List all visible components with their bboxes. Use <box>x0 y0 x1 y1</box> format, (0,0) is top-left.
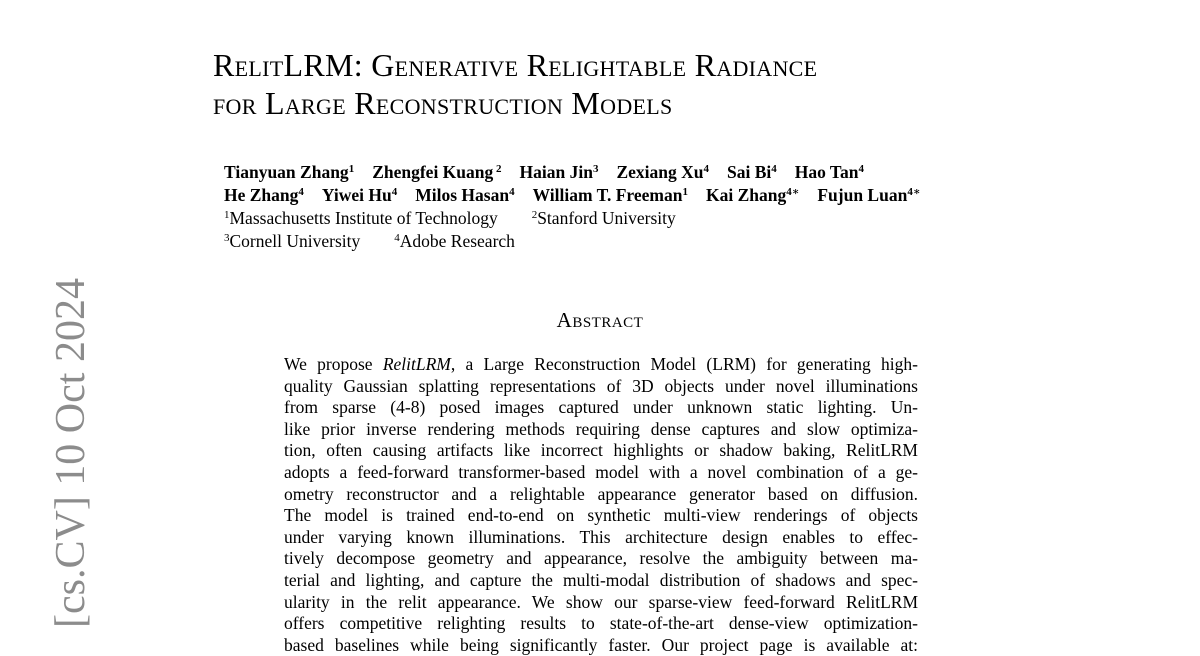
author-affiliation-mark: 2 <box>493 163 502 175</box>
author-name: Kai Zhang <box>705 185 787 205</box>
author-name: He Zhang <box>224 185 299 205</box>
abstract-heading: Abstract <box>556 308 644 332</box>
author <box>415 185 514 205</box>
model-name-emphasis: RelitLRM <box>382 354 451 374</box>
author-name: Zexiang Xu <box>616 162 704 182</box>
abstract-line <box>284 484 918 506</box>
title-line-1: RelitLRM: Generative Relightable Radiance <box>213 47 818 83</box>
author-list <box>224 161 1124 207</box>
author-affiliation-mark: 4∗ <box>907 186 921 198</box>
arxiv-side-stamp: [cs.CV] 10 Oct 2024 <box>48 278 94 628</box>
abstract-line <box>284 635 918 656</box>
affiliation-row-2 <box>224 230 710 253</box>
author-name: Fujun Luan <box>817 185 908 205</box>
author-affiliation-mark: 4 <box>391 186 398 198</box>
abstract-line <box>284 592 918 614</box>
abstract-line <box>284 527 918 549</box>
abstract-line <box>284 419 918 441</box>
abstract-line <box>284 354 918 376</box>
affiliation <box>394 231 515 251</box>
author-affiliation-mark: 1 <box>348 163 355 175</box>
author-affiliation-mark: 4 <box>858 163 864 175</box>
affiliation-list <box>224 207 710 253</box>
affiliation <box>532 208 676 228</box>
author-row-2 <box>224 184 1124 207</box>
affiliation-mark: 1 <box>224 209 230 221</box>
author-affiliation-mark: 4 <box>509 186 515 198</box>
author <box>616 162 709 182</box>
author-name: Yiwei Hu <box>321 185 392 205</box>
affiliation-mark: 3 <box>224 232 230 244</box>
author <box>727 162 777 182</box>
paper-title <box>213 46 1093 122</box>
author-affiliation-mark: 4 <box>703 163 709 175</box>
author-name: Haian Jin <box>519 162 593 182</box>
abstract-text: from sparse (4-8) posed images captured under unknown static lighting. Un- <box>284 397 918 418</box>
abstract-text: tion, often causing artifacts like incorrect highlights or shadow baking, RelitLRM <box>284 440 918 461</box>
affiliation-name: Stanford University <box>537 208 676 228</box>
affiliation-row-1 <box>224 207 710 230</box>
author-name: Zhengfei Kuang <box>372 162 494 182</box>
abstract-line <box>284 440 918 462</box>
author-affiliation-mark: 4∗ <box>786 186 800 198</box>
affiliation-mark: 2 <box>531 209 538 221</box>
affiliation <box>224 208 498 228</box>
author-name: Milos Hasan <box>415 185 510 205</box>
abstract-text: based baselines while being significantly faster. Our project page is available at: <box>284 634 918 655</box>
abstract-text: tively decompose geometry and appearance, resolve the ambiguity between ma- <box>284 548 918 569</box>
abstract-line <box>284 397 918 419</box>
author <box>224 162 354 182</box>
author-affiliation-mark: 4 <box>298 186 304 198</box>
abstract-text: ularity in the relit appearance. We show our sparse-view feed-forward RelitLRM <box>284 591 918 612</box>
author <box>795 162 864 182</box>
affiliation-name: Cornell University <box>229 231 361 251</box>
author-affiliation-mark: 1 <box>682 186 688 198</box>
abstract-text: under varying known illuminations. This architecture design enables to effec- <box>284 526 918 547</box>
author-row-1 <box>224 161 1124 184</box>
abstract-line <box>284 613 918 635</box>
abstract-text: offers competitive relighting results to state-of-the-art dense-view optimization- <box>284 613 918 634</box>
abstract-line <box>284 548 918 570</box>
author <box>817 185 920 205</box>
author-name: Sai Bi <box>726 162 772 182</box>
abstract-body <box>284 354 918 656</box>
abstract-line <box>284 376 918 398</box>
author-affiliation-mark: 3 <box>592 163 599 175</box>
abstract-text: The model is trained end-to-end on synthetic multi-view renderings of objects <box>284 505 918 526</box>
affiliation <box>224 231 360 251</box>
affiliation-mark: 4 <box>394 232 400 244</box>
abstract-text: like prior inverse rendering methods requiring dense captures and slow optimiza- <box>284 418 918 439</box>
affiliation-name: Adobe Research <box>399 231 515 251</box>
abstract-text: We propose <box>284 354 383 374</box>
author <box>322 185 397 205</box>
abstract-text: quality Gaussian splatting representations of 3D objects under novel illuminations <box>284 375 918 396</box>
abstract-line <box>284 462 918 484</box>
author-name: Hao Tan <box>794 162 859 182</box>
author <box>372 162 501 182</box>
author <box>533 185 688 205</box>
author-name: Tianyuan Zhang <box>224 162 349 182</box>
abstract-text: terial and lighting, and capture the multi-modal distribution of shadows and spec- <box>284 569 918 590</box>
author <box>520 162 599 182</box>
abstract-text: ometry reconstructor and a relightable appearance generator based on diffusion. <box>284 483 918 504</box>
author-affiliation-mark: 4 <box>771 163 777 175</box>
author <box>706 185 799 205</box>
abstract-text: adopts a feed-forward transformer-based model with a novel combination of a ge- <box>284 461 918 482</box>
author <box>224 185 304 205</box>
title-line-2: for Large Reconstruction Models <box>213 85 673 121</box>
affiliation-name: Massachusetts Institute of Technology <box>229 208 498 228</box>
abstract-line <box>284 505 918 527</box>
abstract-line <box>284 570 918 592</box>
abstract-text: , a Large Reconstruction Model (LRM) for generating high- <box>450 354 918 374</box>
author-name: William T. Freeman <box>532 185 683 205</box>
